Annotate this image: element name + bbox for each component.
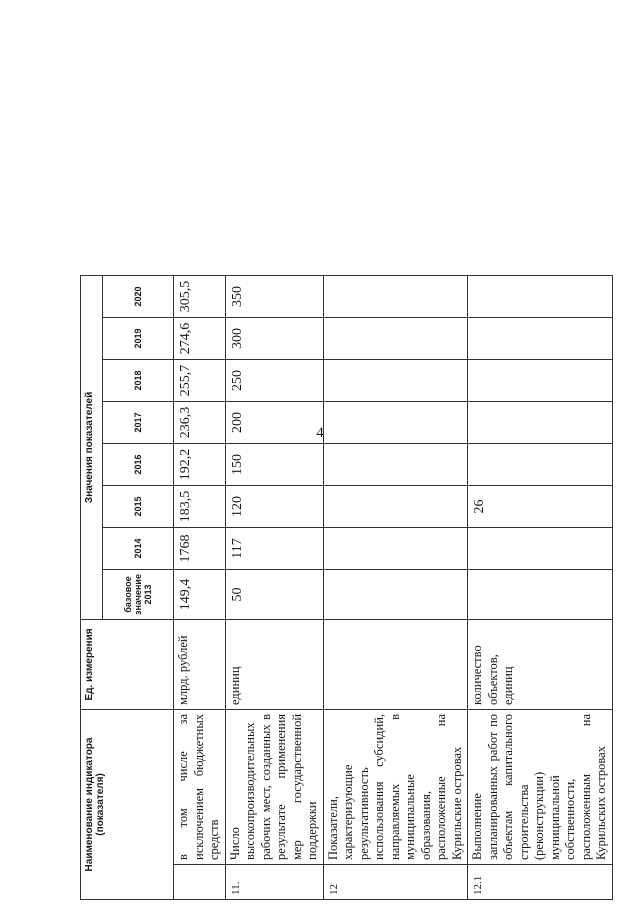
row-spacer	[174, 51, 226, 275]
row-value-2017	[323, 401, 468, 443]
header-spacer	[81, 51, 174, 275]
header-year-2018: 2018	[103, 359, 174, 401]
row-unit	[323, 619, 468, 709]
row-value-2019: 300	[225, 317, 323, 359]
row-value-2014: 1768	[174, 527, 226, 569]
row-value-2019	[323, 317, 468, 359]
header-year-2016: 2016	[103, 443, 174, 485]
header-year-2017: 2017	[103, 401, 174, 443]
header-year-2020: 2020	[103, 275, 174, 317]
row-value-2015: 183,5	[174, 485, 226, 527]
row-value-2016	[323, 443, 468, 485]
header-year-2019: 2019	[103, 317, 174, 359]
header-row-1	[81, 51, 103, 899]
row-unit: единиц	[225, 619, 323, 709]
table-row	[225, 51, 323, 899]
row-value-2015: 26	[468, 485, 613, 527]
row-unit: млрд. рублей	[174, 619, 226, 709]
row-number: 11.	[225, 865, 323, 900]
header-year-2014: 2014	[103, 527, 174, 569]
row-value-2018	[323, 359, 468, 401]
row-value-2014: 117	[225, 527, 323, 569]
row-spacer	[323, 51, 468, 275]
row-value-2018	[468, 359, 613, 401]
header-unit: Ед. измерения	[81, 619, 174, 709]
row-value-2016: 150	[225, 443, 323, 485]
row-spacer	[468, 51, 613, 275]
row-base-value: 149,4	[174, 569, 226, 619]
row-value-2020	[323, 275, 468, 317]
row-number: 12	[323, 865, 468, 900]
header-base-line2: значение	[133, 574, 143, 615]
header-name: Наименование индикатора (показателя)	[81, 709, 174, 899]
row-name: Показатели, характеризующие результативность использования субсидий, направляемых в муниципальные образования, расположенные на Курильские островах	[323, 709, 468, 864]
row-value-2020	[468, 275, 613, 317]
row-value-2018: 255,7	[174, 359, 226, 401]
row-base-value: 50	[225, 569, 323, 619]
row-name: Число высокопроизводительных рабочих мест, созданных в результате применения мер государственной поддержки	[225, 709, 323, 864]
table-filler-row	[612, 51, 630, 899]
row-name: Выполнение запланированных работ по объектам капитального строительства (реконструкции) муниципальной собственности, расположенным на Курильских островах	[468, 709, 613, 864]
row-value-2017: 236,3	[174, 401, 226, 443]
row-value-2017: 200	[225, 401, 323, 443]
row-value-2015: 120	[225, 485, 323, 527]
page-number: 4	[316, 425, 324, 441]
row-value-2019: 274,6	[174, 317, 226, 359]
row-value-2019	[468, 317, 613, 359]
header-base-line1: базовое	[123, 576, 133, 613]
row-number	[174, 865, 226, 900]
row-value-2017	[468, 401, 613, 443]
row-base-value	[468, 569, 613, 619]
table-row	[323, 51, 468, 899]
header-base-value	[103, 569, 174, 619]
row-value-2014	[323, 527, 468, 569]
header-values-group: Значения показателей	[81, 275, 103, 619]
header-base-line3: 2013	[143, 584, 153, 605]
row-value-2016: 192,2	[174, 443, 226, 485]
row-value-2020: 305,5	[174, 275, 226, 317]
row-value-2020: 350	[225, 275, 323, 317]
header-year-2015: 2015	[103, 485, 174, 527]
row-unit: количество объектов, единиц	[468, 619, 613, 709]
table-row	[468, 51, 613, 899]
row-spacer	[225, 51, 323, 275]
row-name: в том числе за исключением бюджетных средств	[174, 709, 226, 864]
indicators-table	[80, 51, 630, 900]
row-number: 12.1	[468, 865, 613, 900]
table-filler	[612, 51, 630, 899]
rotated-table-wrapper	[80, 70, 630, 900]
row-value-2015	[323, 485, 468, 527]
row-value-2018: 250	[225, 359, 323, 401]
row-base-value	[323, 569, 468, 619]
row-value-2016	[468, 443, 613, 485]
row-value-2014	[468, 527, 613, 569]
table-row	[174, 51, 226, 899]
